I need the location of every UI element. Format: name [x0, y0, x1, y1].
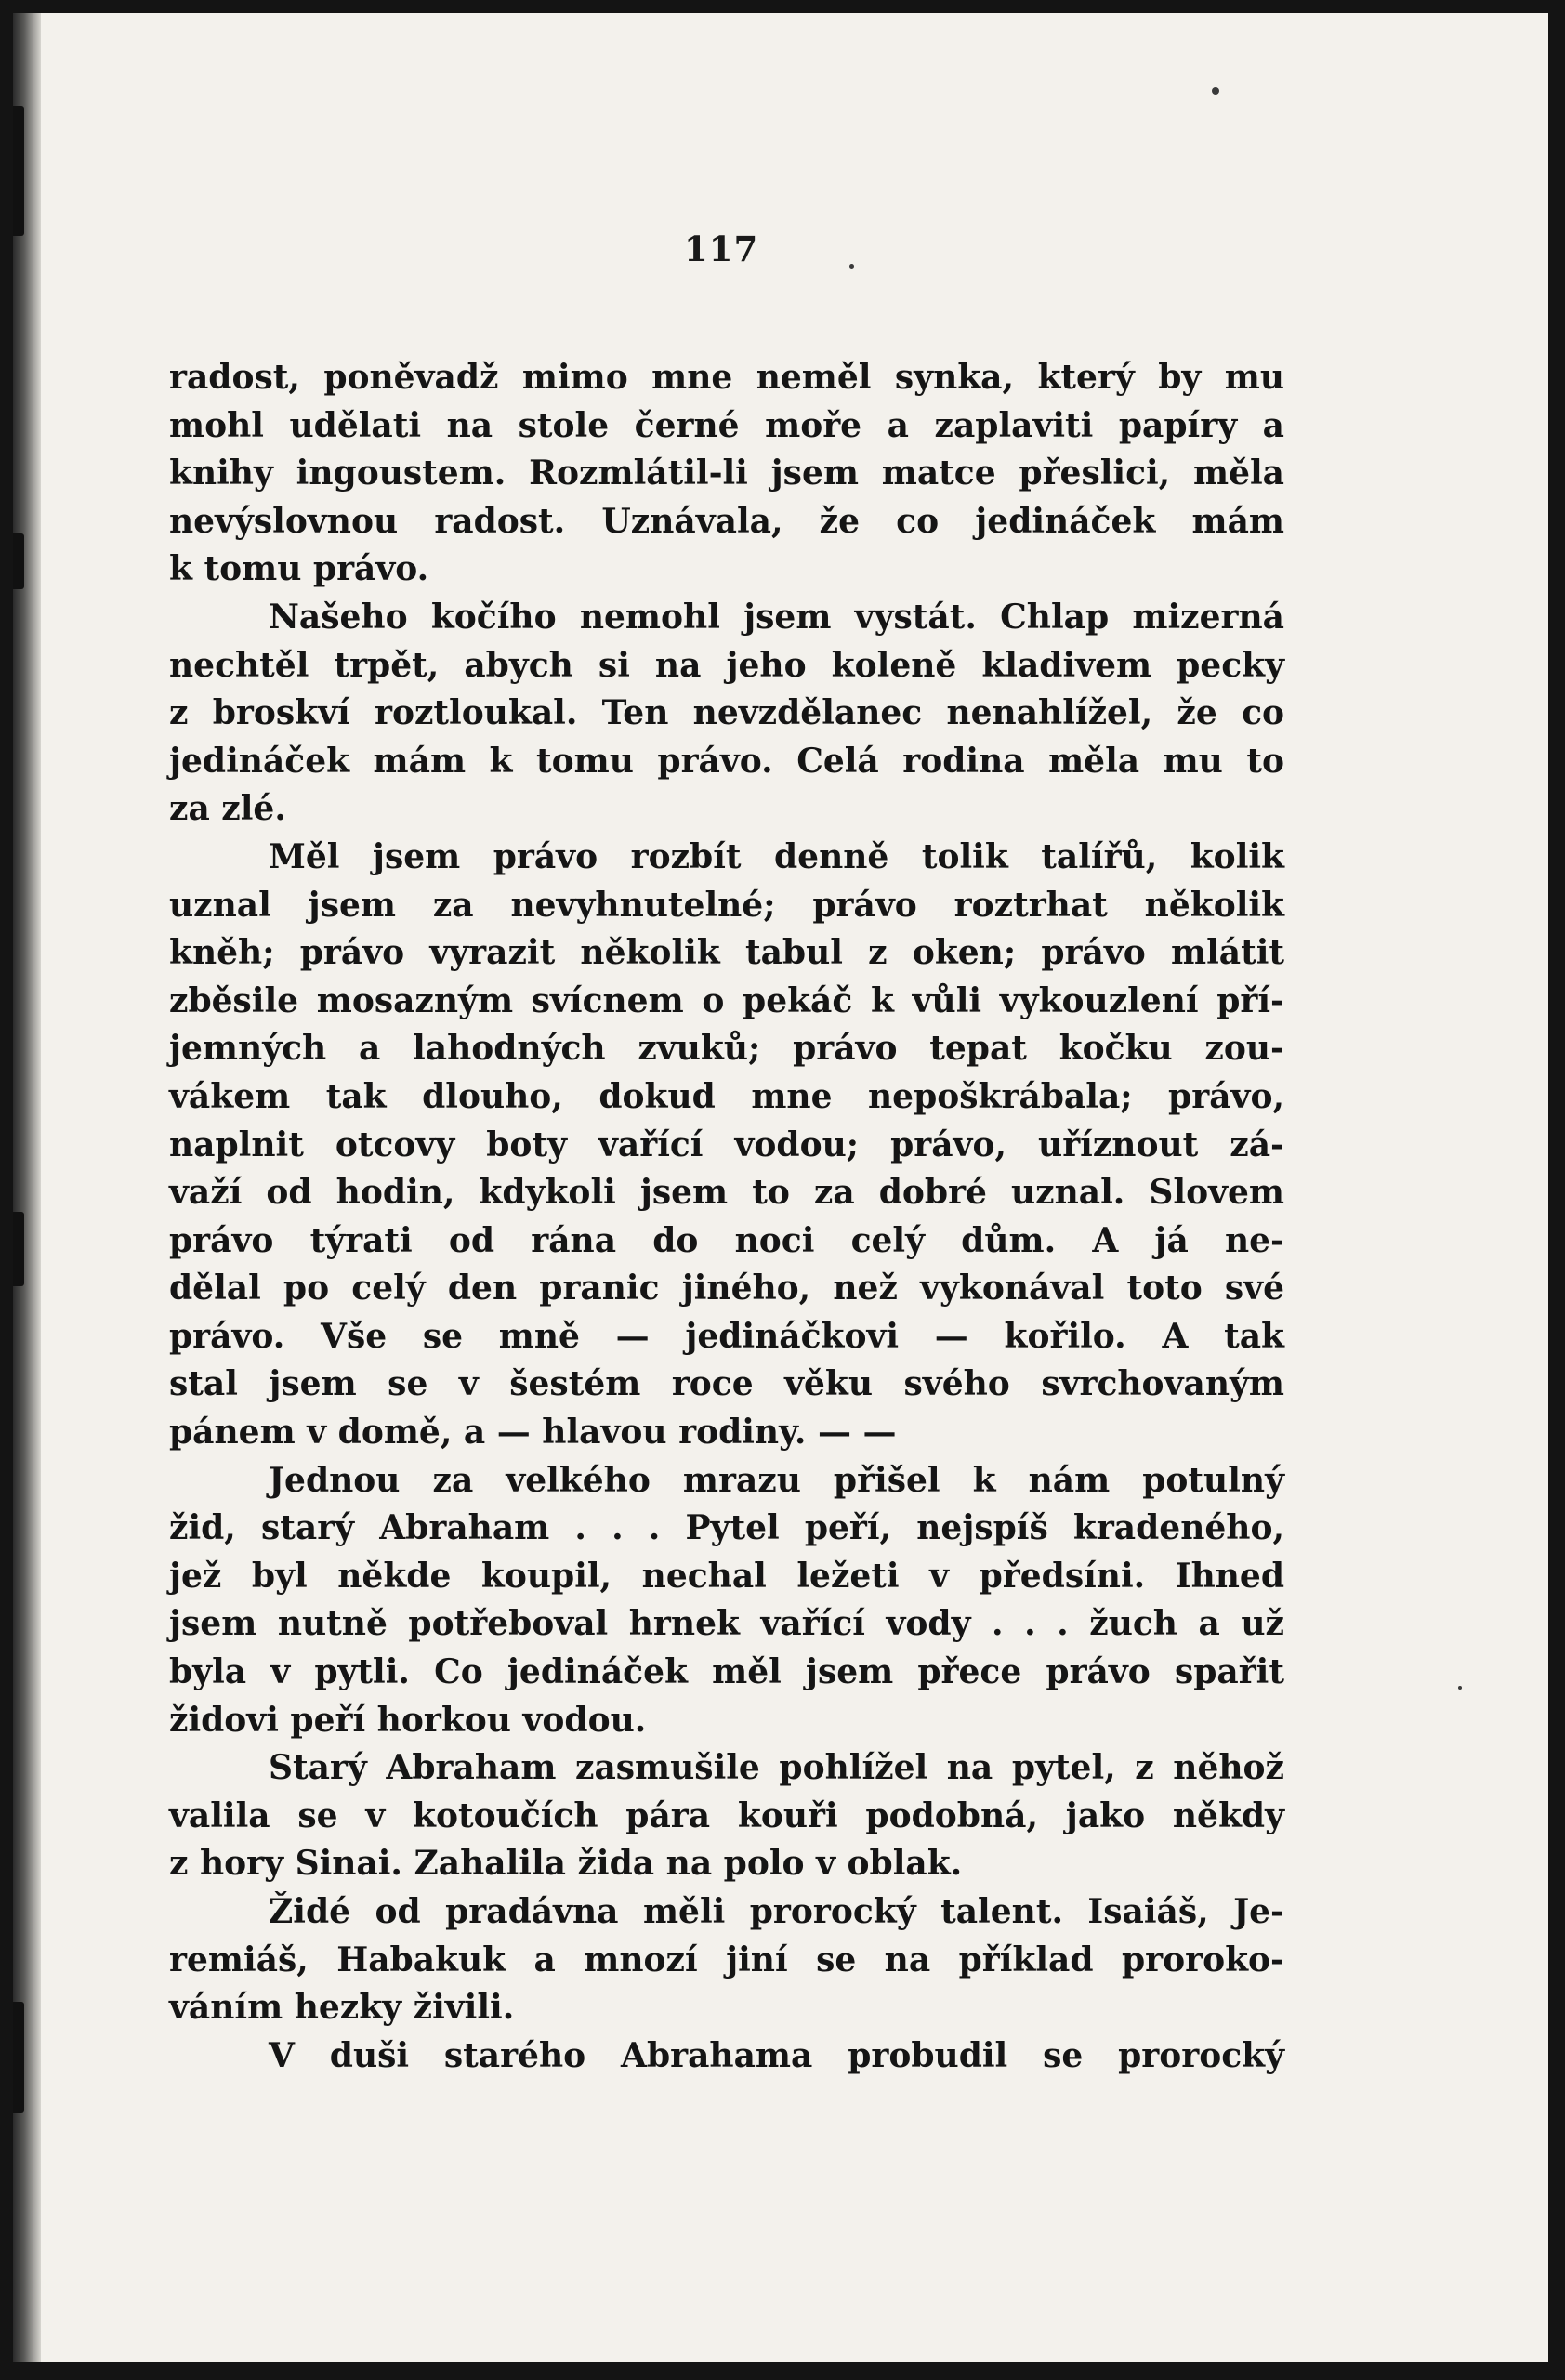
text-line: remiáš, Habakuk a mnozí jiní se na příklad proroko- [169, 1940, 1284, 1979]
text-line: nechtěl trpět, abych si na jeho koleně kladivem pecky [169, 645, 1284, 685]
text-line: knihy ingoustem. Rozmlátil-li jsem matce přeslici, měla [169, 454, 1284, 493]
text-line: nevýslovnou radost. Uznávala, že co jedináček mám [169, 501, 1284, 541]
spine-mark [13, 106, 24, 236]
text-line: Našeho kočího nemohl jsem vystát. Chlap mizerná [269, 597, 1284, 637]
text-line: mohl udělati na stole černé moře a zaplaviti papíry a [169, 405, 1284, 445]
text-line: pánem v domě, a — hlavou rodiny. — — [169, 1413, 897, 1453]
book-page [13, 13, 1548, 2362]
text-line: jsem nutně potřeboval hrnek vařící vody . . . žuch a už [169, 1604, 1284, 1644]
print-speck [849, 264, 854, 269]
text-line: naplnit otcovy boty vařící vodou; právo, uříznout zá- [169, 1124, 1284, 1164]
print-speck [1458, 1686, 1462, 1690]
spine-mark [13, 533, 24, 589]
text-line: za zlé. [169, 789, 286, 829]
text-line: valila se v kotoučích pára kouři podobná, jako někdy [169, 1795, 1284, 1835]
text-line: žid, starý Abraham . . . Pytel peří, nejspíš kradeného, [169, 1508, 1284, 1548]
text-line: Jednou za velkého mrazu přišel k nám potulný [269, 1460, 1284, 1500]
text-line: jemných a lahodných zvuků; právo tepat kočku zou- [169, 1029, 1284, 1069]
text-line: zběsile mosazným svícnem o pekáč k vůli vykouzlení pří- [169, 980, 1284, 1020]
spine-mark [13, 1212, 24, 1286]
text-line: Měl jsem právo rozbít denně tolik talířů, kolik [269, 836, 1284, 876]
text-line: vákem tak dlouho, dokud mne nepoškrábala; právo, [169, 1076, 1284, 1116]
text-line: jež byl někde koupil, nechal ležeti v předsíni. Ihned [169, 1556, 1284, 1596]
page-number: 117 [684, 229, 759, 270]
text-line: váním hezky živili. [169, 1988, 515, 2028]
text-line: byla v pytli. Co jedináček měl jsem přece právo spařit [169, 1652, 1284, 1692]
text-line: Starý Abraham zasmušile pohlížel na pytel, z něhož [269, 1748, 1284, 1788]
text-line: židovi peří horkou vodou. [169, 1700, 647, 1740]
print-speck [1212, 87, 1219, 95]
text-line: právo týrati od rána do noci celý dům. A já ne- [169, 1220, 1284, 1260]
text-line: važí od hodin, kdykoli jsem to za dobré uznal. Slovem [169, 1173, 1284, 1213]
spine-mark [13, 2002, 24, 2113]
text-line: uznal jsem za nevyhnutelné; právo roztrhat několik [169, 885, 1284, 925]
text-line: dělal po celý den pranic jiného, než vykonával toto své [169, 1269, 1284, 1308]
text-line: z broskví roztloukal. Ten nevzdělanec nenahlížel, že co [169, 693, 1284, 733]
text-line: k tomu právo. [169, 549, 429, 589]
text-line: radost, poněvadž mimo mne neměl synka, který by mu [169, 358, 1284, 397]
text-line: stal jsem se v šestém roce věku svého svrchovaným [169, 1364, 1284, 1404]
text-line: kněh; právo vyrazit několik tabul z oken; právo mlátit [169, 933, 1284, 973]
text-line: právo. Vše se mně — jedináčkovi — kořilo. A tak [169, 1316, 1284, 1356]
body-text [169, 354, 1284, 2080]
text-line: Židé od pradávna měli prorocký talent. Isaiáš, Je- [269, 1892, 1284, 1931]
text-line: V duši starého Abrahama probudil se prorocký [269, 2035, 1284, 2075]
text-line: jedináček mám k tomu právo. Celá rodina měla mu to [169, 741, 1284, 781]
text-line: z hory Sinai. Zahalila žida na polo v oblak. [169, 1844, 963, 1884]
